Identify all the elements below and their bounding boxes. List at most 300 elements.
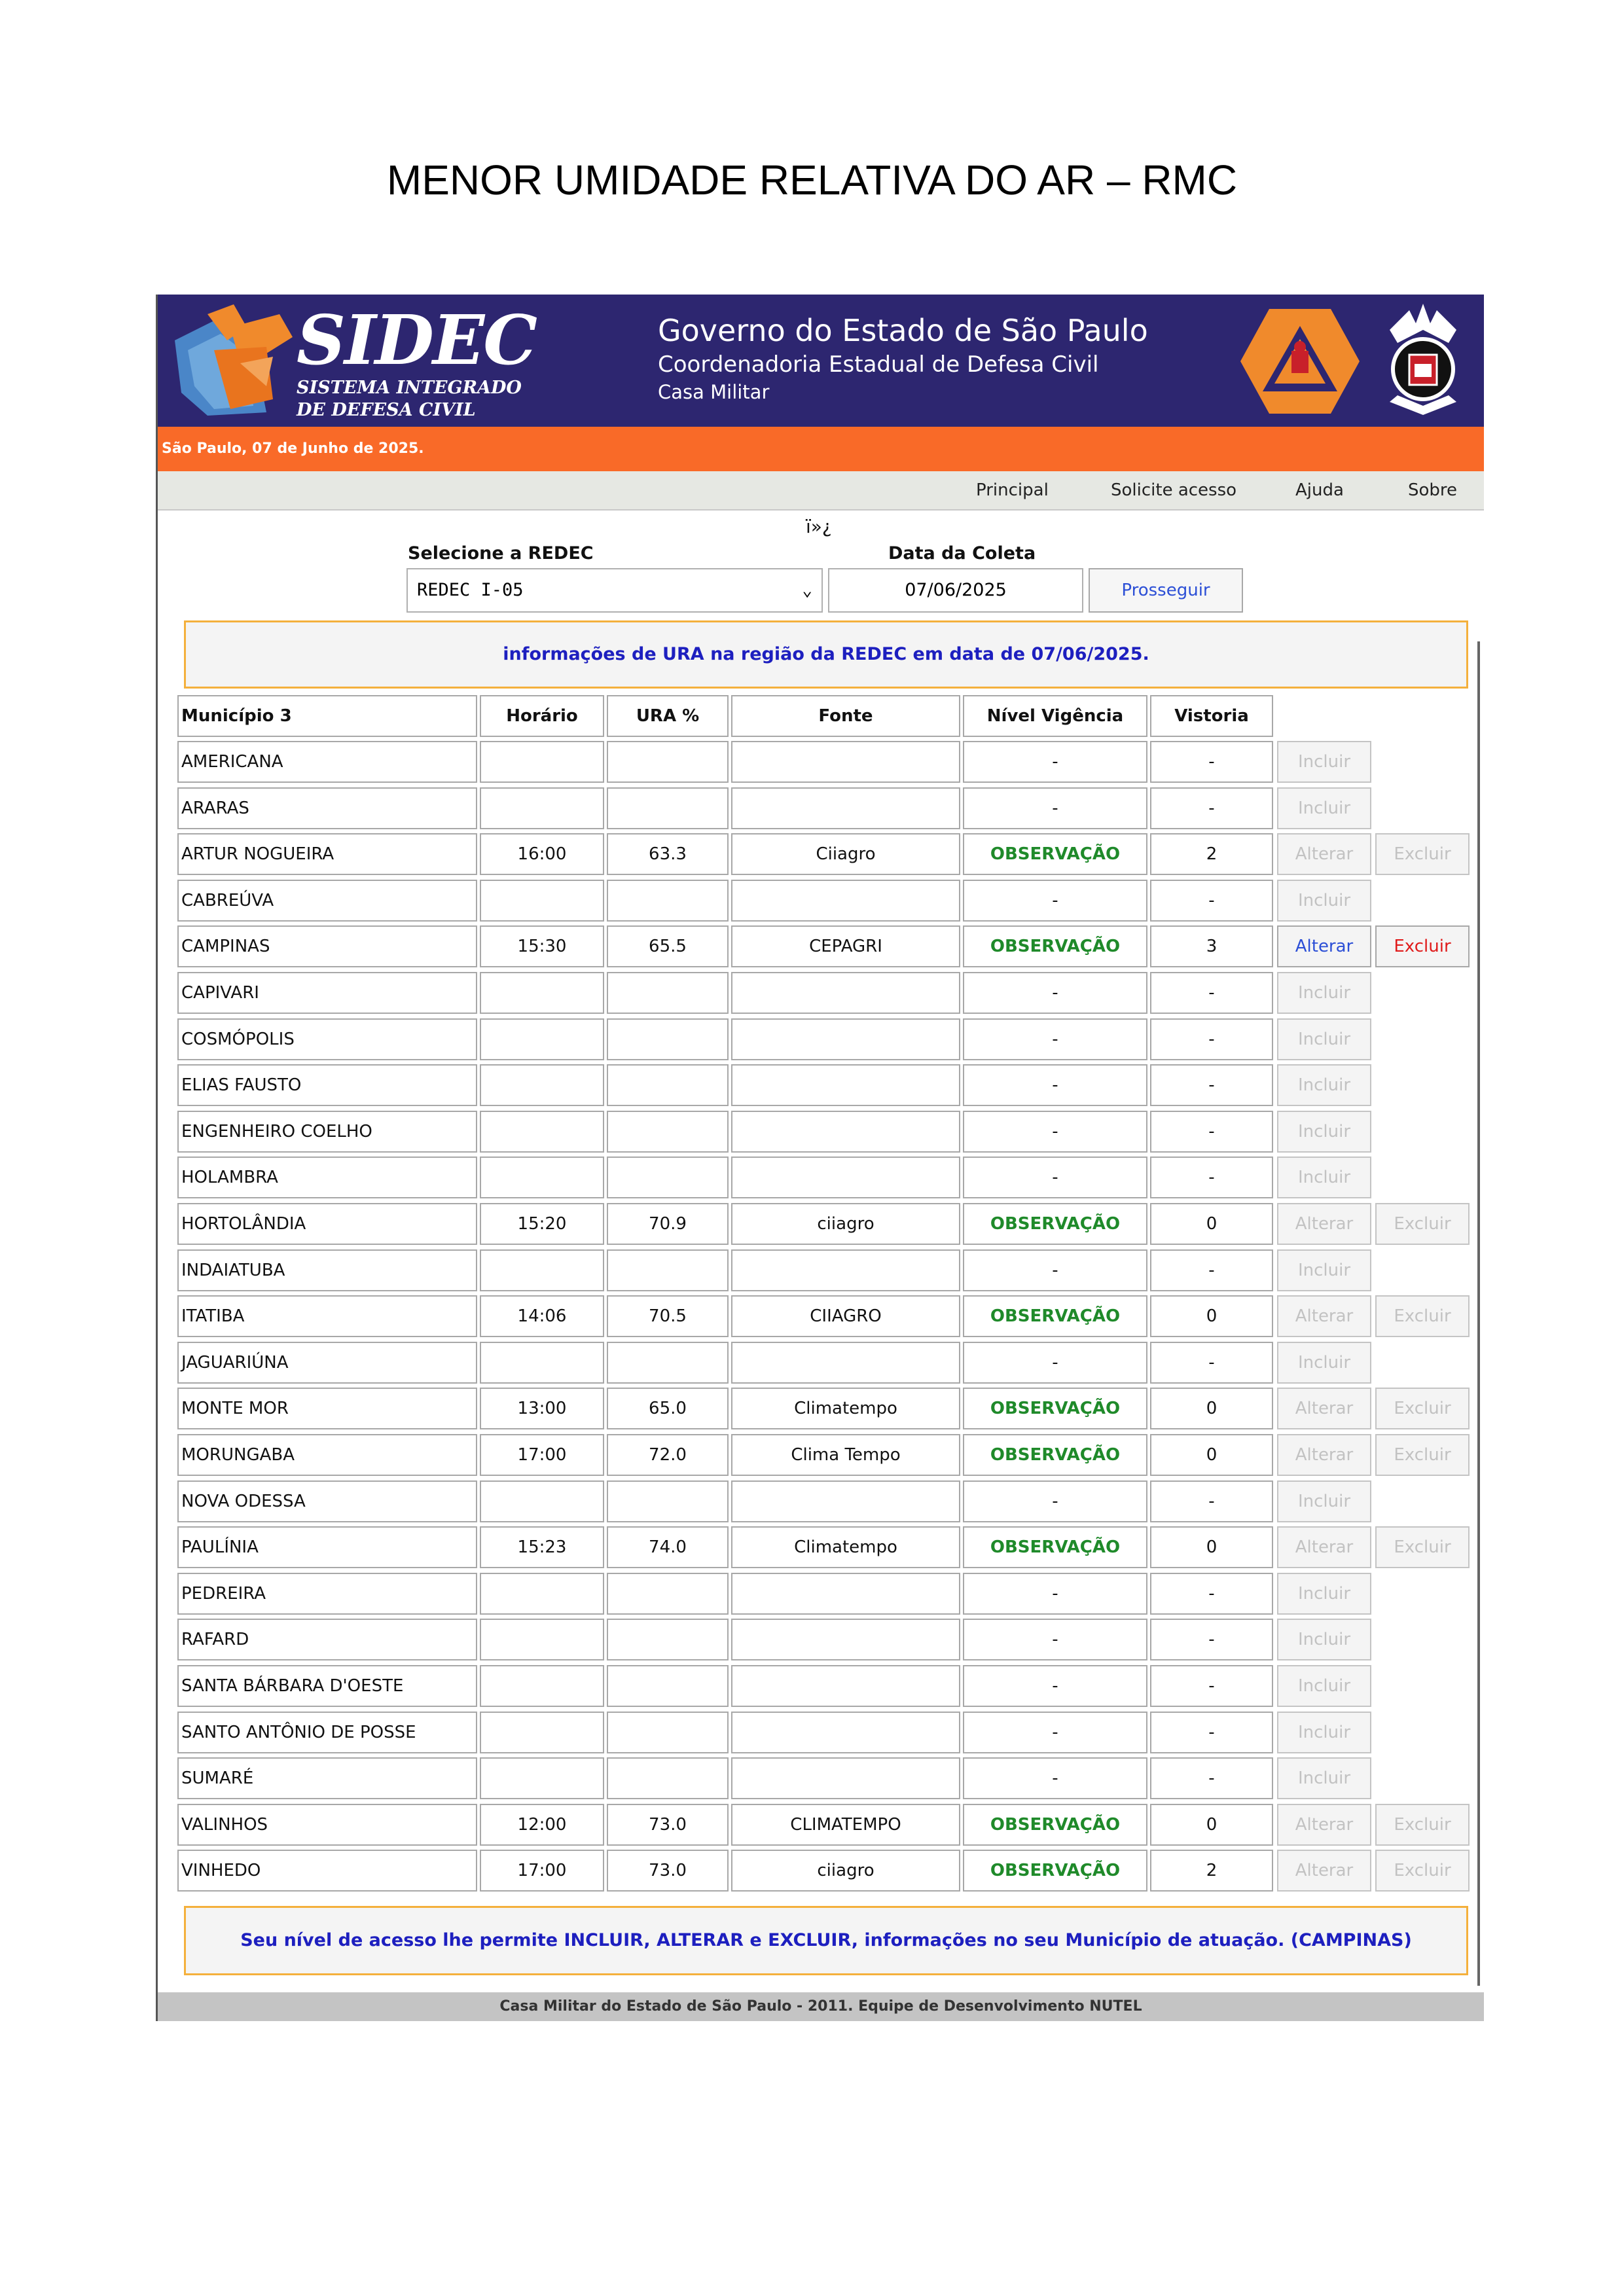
incluir-button[interactable]: Incluir (1277, 1665, 1371, 1707)
redec-select-value: REDEC I-05 (417, 580, 524, 600)
alterar-button[interactable]: Alterar (1277, 1295, 1371, 1337)
incluir-button[interactable]: Incluir (1277, 972, 1371, 1014)
municipio-value: ELIAS FAUSTO (181, 1075, 302, 1095)
cell-nivel (963, 1111, 1147, 1153)
incluir-button[interactable]: Incluir (1277, 1018, 1371, 1060)
incluir-button[interactable]: Incluir (1277, 1712, 1371, 1753)
municipio-value: COSMÓPOLIS (181, 1030, 295, 1049)
logo-name: SIDEC (297, 300, 536, 380)
sidec-screenshot (156, 295, 1482, 2021)
cell-vistoria (1150, 1619, 1273, 1660)
excluir-button[interactable]: Excluir (1375, 1804, 1470, 1846)
cell-horario (480, 1480, 604, 1522)
cell-nivel (963, 1804, 1147, 1846)
alterar-button[interactable]: Alterar (1277, 1804, 1371, 1846)
incluir-button[interactable]: Incluir (1277, 1480, 1371, 1522)
gov-line-2: Coordenadoria Estadual de Defesa Civil (658, 351, 1099, 378)
cell-fonte (731, 1619, 960, 1660)
ura-value: 73.0 (649, 1861, 687, 1880)
header-banner (158, 295, 1484, 427)
municipio-value: PAULÍNIA (181, 1537, 259, 1557)
municipio-value: SANTA BÁRBARA D'OESTE (181, 1676, 404, 1696)
cell-ura (607, 1064, 729, 1106)
horario-value: 14:06 (517, 1306, 567, 1326)
ura-value: 73.0 (649, 1815, 687, 1835)
gov-line-3: Casa Militar (658, 381, 770, 403)
info-message: informações de URA na região da REDEC em data de 07/06/2025. (184, 620, 1468, 689)
cell-vistoria (1150, 1712, 1273, 1753)
vistoria-value: - (1208, 1676, 1215, 1696)
municipio-value: PEDREIRA (181, 1584, 266, 1604)
ura-value: 70.9 (649, 1214, 687, 1234)
cell-municipio (177, 1203, 477, 1245)
cell-ura (607, 833, 729, 875)
header-horario: Horário (480, 695, 604, 737)
horario-value: 15:20 (517, 1214, 567, 1234)
fonte-value: Climatempo (794, 1537, 897, 1557)
fonte-value: CIIAGRO (810, 1306, 882, 1326)
cell-municipio (177, 1064, 477, 1106)
civil-defense-emblem-icon (1239, 306, 1361, 416)
cell-fonte (731, 1526, 960, 1568)
document-title: MENOR UMIDADE RELATIVA DO AR – RMC (386, 156, 1238, 204)
cell-nivel (963, 787, 1147, 829)
redec-select[interactable] (406, 568, 823, 613)
nivel-value: - (1052, 1676, 1058, 1696)
nivel-value: OBSERVAÇÃO (990, 844, 1121, 864)
cell-horario (480, 741, 604, 783)
cell-nivel (963, 1526, 1147, 1568)
vistoria-value: - (1208, 798, 1215, 818)
cell-ura (607, 1203, 729, 1245)
cell-horario (480, 1064, 604, 1106)
municipio-value: CAMPINAS (181, 937, 270, 956)
horario-value: 16:00 (517, 844, 567, 864)
cell-horario (480, 1619, 604, 1660)
cell-horario (480, 833, 604, 875)
incluir-button[interactable]: Incluir (1277, 1342, 1371, 1384)
vistoria-value: - (1208, 752, 1215, 772)
cell-nivel (963, 1850, 1147, 1892)
header-vistoria: Vistoria (1150, 695, 1273, 737)
vistoria-value: 2 (1206, 844, 1218, 864)
cell-municipio (177, 833, 477, 875)
cell-ura (607, 1434, 729, 1476)
horario-value: 13:00 (517, 1399, 567, 1418)
cell-horario (480, 1342, 604, 1384)
horario-value: 15:30 (517, 937, 567, 956)
municipio-value: ARTUR NOGUEIRA (181, 844, 334, 864)
date-input[interactable]: 07/06/2025 (828, 568, 1083, 613)
cell-horario (480, 1665, 604, 1707)
cell-vistoria (1150, 1342, 1273, 1384)
nivel-value: - (1052, 1261, 1058, 1280)
cell-municipio (177, 1712, 477, 1753)
cell-municipio (177, 1480, 477, 1522)
cell-nivel (963, 1665, 1147, 1707)
nivel-value: - (1052, 1075, 1058, 1095)
cell-nivel (963, 1249, 1147, 1291)
cell-nivel (963, 1157, 1147, 1198)
municipio-value: SANTO ANTÔNIO DE POSSE (181, 1723, 416, 1742)
cell-municipio (177, 1018, 477, 1060)
cell-horario (480, 1573, 604, 1615)
cell-nivel (963, 833, 1147, 875)
cell-vistoria (1150, 1480, 1273, 1522)
cell-nivel (963, 880, 1147, 922)
cell-nivel (963, 1295, 1147, 1337)
incluir-button[interactable]: Incluir (1277, 1573, 1371, 1615)
fonte-value: ciiagro (817, 1214, 875, 1234)
excluir-button[interactable]: Excluir (1375, 1295, 1470, 1337)
incluir-button[interactable]: Incluir (1277, 1064, 1371, 1106)
cell-vistoria (1150, 1526, 1273, 1568)
fonte-value: Ciiagro (816, 844, 876, 864)
cell-horario (480, 1111, 604, 1153)
excluir-button[interactable]: Excluir (1375, 1526, 1470, 1568)
cell-fonte (731, 925, 960, 967)
incluir-button[interactable]: Incluir (1277, 787, 1371, 829)
cell-vistoria (1150, 925, 1273, 967)
cell-ura (607, 1573, 729, 1615)
nivel-value: - (1052, 1030, 1058, 1049)
cell-ura (607, 1665, 729, 1707)
vistoria-value: 0 (1206, 1306, 1218, 1326)
excluir-button[interactable]: Excluir (1375, 1388, 1470, 1429)
fonte-value: ciiagro (817, 1861, 875, 1880)
logo-subtitle-1: SISTEMA INTEGRADO (297, 378, 522, 398)
cell-fonte (731, 1804, 960, 1846)
ura-value: 72.0 (649, 1445, 687, 1465)
nivel-value: OBSERVAÇÃO (990, 1861, 1121, 1880)
fonte-value: Climatempo (794, 1399, 897, 1418)
cell-nivel (963, 1203, 1147, 1245)
incluir-button[interactable]: Incluir (1277, 1757, 1371, 1799)
nivel-value: OBSERVAÇÃO (990, 1537, 1121, 1557)
municipio-value: MORUNGABA (181, 1445, 295, 1465)
cell-municipio (177, 1804, 477, 1846)
cell-ura (607, 1295, 729, 1337)
date-label: Data da Coleta (888, 543, 1036, 564)
access-message: Seu nível de acesso lhe permite INCLUIR, ALTERAR e EXCLUIR, informações no seu Município de atuação. (CAMPINAS) (184, 1906, 1468, 1975)
cell-fonte (731, 1850, 960, 1892)
cell-ura (607, 1480, 729, 1522)
cell-fonte (731, 1388, 960, 1429)
incluir-button[interactable]: Incluir (1277, 741, 1371, 783)
cell-vistoria (1150, 1203, 1273, 1245)
vistoria-value: 0 (1206, 1399, 1218, 1418)
vistoria-value: - (1208, 1584, 1215, 1604)
cell-vistoria (1150, 787, 1273, 829)
cell-ura (607, 1342, 729, 1384)
municipio-value: MONTE MOR (181, 1399, 289, 1418)
incluir-button[interactable]: Incluir (1277, 880, 1371, 922)
cell-horario (480, 972, 604, 1014)
alterar-button[interactable]: Alterar (1277, 925, 1371, 967)
cell-fonte (731, 1665, 960, 1707)
ura-value: 74.0 (649, 1537, 687, 1557)
alterar-button[interactable]: Alterar (1277, 833, 1371, 875)
nav-sobre[interactable]: Sobre (1408, 480, 1458, 500)
cell-fonte (731, 1712, 960, 1753)
cell-nivel (963, 741, 1147, 783)
vistoria-value: - (1208, 1630, 1215, 1649)
cell-fonte (731, 1111, 960, 1153)
alterar-button[interactable]: Alterar (1277, 1388, 1371, 1429)
vistoria-value: - (1208, 1075, 1215, 1095)
cell-nivel (963, 1434, 1147, 1476)
cell-nivel (963, 1342, 1147, 1384)
cell-fonte (731, 1018, 960, 1060)
excluir-button[interactable]: Excluir (1375, 925, 1470, 967)
horario-value: 17:00 (517, 1445, 567, 1465)
horario-value: 17:00 (517, 1861, 567, 1880)
cell-fonte (731, 1342, 960, 1384)
cell-vistoria (1150, 1018, 1273, 1060)
nivel-value: - (1052, 1723, 1058, 1742)
date-bar: São Paulo, 07 de Junho de 2025. (158, 427, 1484, 471)
chevron-down-icon: ⌄ (802, 581, 812, 600)
cell-horario (480, 880, 604, 922)
cell-horario (480, 1203, 604, 1245)
nivel-value: OBSERVAÇÃO (990, 937, 1121, 956)
nivel-value: OBSERVAÇÃO (990, 1214, 1121, 1234)
excluir-button[interactable]: Excluir (1375, 1203, 1470, 1245)
cell-municipio (177, 1434, 477, 1476)
alterar-button[interactable]: Alterar (1277, 1850, 1371, 1892)
cell-fonte (731, 833, 960, 875)
government-heading (658, 312, 1148, 404)
vistoria-value: 0 (1206, 1815, 1218, 1835)
cell-municipio (177, 1249, 477, 1291)
municipio-value: CAPIVARI (181, 983, 259, 1003)
cell-ura (607, 1712, 729, 1753)
logo-subtitle-2: DE DEFESA CIVIL (297, 400, 476, 420)
cell-vistoria (1150, 1111, 1273, 1153)
cell-ura (607, 1526, 729, 1568)
cell-nivel (963, 1480, 1147, 1522)
excluir-button[interactable]: Excluir (1375, 833, 1470, 875)
municipio-value: AMERICANA (181, 752, 283, 772)
municipio-value: NOVA ODESSA (181, 1492, 306, 1511)
incluir-button[interactable]: Incluir (1277, 1249, 1371, 1291)
cell-horario (480, 1712, 604, 1753)
municipio-value: RAFARD (181, 1630, 249, 1649)
cell-vistoria (1150, 1434, 1273, 1476)
cell-nivel (963, 1573, 1147, 1615)
cell-vistoria (1150, 1665, 1273, 1707)
cell-horario (480, 1526, 604, 1568)
cell-municipio (177, 741, 477, 783)
cell-municipio (177, 1619, 477, 1660)
nivel-value: - (1052, 891, 1058, 910)
incluir-button[interactable]: Incluir (1277, 1111, 1371, 1153)
cell-vistoria (1150, 1295, 1273, 1337)
cell-horario (480, 1757, 604, 1799)
nivel-value: - (1052, 1630, 1058, 1649)
cell-ura (607, 1111, 729, 1153)
cell-fonte (731, 1757, 960, 1799)
cell-municipio (177, 1526, 477, 1568)
cell-municipio (177, 1157, 477, 1198)
cell-ura (607, 1757, 729, 1799)
fonte-value: CEPAGRI (809, 937, 882, 956)
cell-horario (480, 787, 604, 829)
cell-municipio (177, 1757, 477, 1799)
cell-vistoria (1150, 880, 1273, 922)
ura-value: 70.5 (649, 1306, 687, 1326)
cell-municipio (177, 1295, 477, 1337)
header-fonte: Fonte (731, 695, 960, 737)
cell-ura (607, 972, 729, 1014)
vistoria-value: - (1208, 1492, 1215, 1511)
cell-nivel (963, 972, 1147, 1014)
cell-municipio (177, 1850, 477, 1892)
footer: Casa Militar do Estado de São Paulo - 2011. Equipe de Desenvolvimento NUTEL (158, 1992, 1484, 2021)
cell-nivel (963, 1757, 1147, 1799)
municipio-value: ENGENHEIRO COELHO (181, 1122, 372, 1141)
alterar-button[interactable]: Alterar (1277, 1203, 1371, 1245)
vistoria-value: - (1208, 1122, 1215, 1141)
cell-ura (607, 787, 729, 829)
cell-horario (480, 1850, 604, 1892)
cell-fonte (731, 1249, 960, 1291)
top-nav (158, 471, 1484, 511)
ura-value: 63.3 (649, 844, 687, 864)
cell-municipio (177, 925, 477, 967)
horario-value: 15:23 (517, 1537, 567, 1557)
vistoria-value: 0 (1206, 1445, 1218, 1465)
nivel-value: OBSERVAÇÃO (990, 1445, 1121, 1465)
cell-fonte (731, 787, 960, 829)
cell-vistoria (1150, 741, 1273, 783)
sidec-logo-text (297, 300, 536, 422)
sidec-logo-icon (168, 301, 297, 422)
vistoria-value: - (1208, 891, 1215, 910)
vistoria-value: 0 (1206, 1537, 1218, 1557)
cell-vistoria (1150, 833, 1273, 875)
municipio-value: VINHEDO (181, 1861, 261, 1880)
alterar-button[interactable]: Alterar (1277, 1434, 1371, 1476)
cell-horario (480, 1018, 604, 1060)
cell-fonte (731, 1157, 960, 1198)
cell-horario (480, 1249, 604, 1291)
cell-nivel (963, 1018, 1147, 1060)
cell-nivel (963, 1619, 1147, 1660)
excluir-button[interactable]: Excluir (1375, 1850, 1470, 1892)
cell-municipio (177, 1665, 477, 1707)
nivel-value: - (1052, 1122, 1058, 1141)
cell-horario (480, 925, 604, 967)
nivel-value: OBSERVAÇÃO (990, 1306, 1121, 1326)
cell-vistoria (1150, 1573, 1273, 1615)
cell-horario (480, 1157, 604, 1198)
nivel-value: OBSERVAÇÃO (990, 1815, 1121, 1835)
cell-ura (607, 925, 729, 967)
nivel-value: - (1052, 1768, 1058, 1788)
cell-vistoria (1150, 1850, 1273, 1892)
header-municipio: Município 3 (177, 695, 477, 737)
cell-horario (480, 1804, 604, 1846)
nivel-value: OBSERVAÇÃO (990, 1399, 1121, 1418)
ura-value: 65.0 (649, 1399, 687, 1418)
cell-nivel (963, 1712, 1147, 1753)
fonte-value: CLIMATEMPO (790, 1815, 901, 1835)
municipio-value: HORTOLÂNDIA (181, 1214, 306, 1234)
nivel-value: - (1052, 752, 1058, 772)
header-nivel: Nível Vigência (963, 695, 1147, 737)
cell-vistoria (1150, 972, 1273, 1014)
nivel-value: - (1052, 1584, 1058, 1604)
cell-horario (480, 1434, 604, 1476)
cell-fonte (731, 880, 960, 922)
vistoria-value: - (1208, 983, 1215, 1003)
excluir-button[interactable]: Excluir (1375, 1434, 1470, 1476)
nivel-value: - (1052, 798, 1058, 818)
cell-ura (607, 741, 729, 783)
cell-horario (480, 1388, 604, 1429)
cell-municipio (177, 787, 477, 829)
municipio-value: ITATIBA (181, 1306, 245, 1326)
incluir-button[interactable]: Incluir (1277, 1619, 1371, 1660)
cell-fonte (731, 1203, 960, 1245)
cell-ura (607, 1018, 729, 1060)
municipio-value: CABREÚVA (181, 891, 274, 910)
cell-fonte (731, 741, 960, 783)
vistoria-value: 3 (1206, 937, 1218, 956)
cell-horario (480, 1295, 604, 1337)
municipio-value: HOLAMBRA (181, 1168, 278, 1187)
incluir-button[interactable]: Incluir (1277, 1157, 1371, 1198)
vistoria-value: - (1208, 1768, 1215, 1788)
cell-municipio (177, 972, 477, 1014)
cell-ura (607, 880, 729, 922)
cell-vistoria (1150, 1804, 1273, 1846)
cell-ura (607, 1850, 729, 1892)
cell-municipio (177, 1111, 477, 1153)
nav-ajuda[interactable]: Ajuda (1295, 480, 1344, 500)
cell-nivel (963, 1064, 1147, 1106)
municipio-value: VALINHOS (181, 1815, 268, 1835)
vistoria-value: - (1208, 1261, 1215, 1280)
alterar-button[interactable]: Alterar (1277, 1526, 1371, 1568)
municipio-value: SUMARÉ (181, 1768, 254, 1788)
prosseguir-button[interactable]: Prosseguir (1089, 568, 1243, 613)
cell-vistoria (1150, 1388, 1273, 1429)
redec-label: Selecione a REDEC (408, 543, 594, 564)
cell-vistoria (1150, 1249, 1273, 1291)
cell-municipio (177, 880, 477, 922)
scrollbar-edge (1477, 641, 1480, 1986)
cell-municipio (177, 1342, 477, 1384)
nivel-value: - (1052, 1353, 1058, 1372)
military-crest-icon (1377, 304, 1470, 419)
cell-municipio (177, 1388, 477, 1429)
nivel-value: - (1052, 983, 1058, 1003)
cell-ura (607, 1804, 729, 1846)
cell-fonte (731, 1480, 960, 1522)
gov-line-1: Governo do Estado de São Paulo (658, 313, 1148, 348)
vistoria-value: - (1208, 1723, 1215, 1742)
cell-nivel (963, 1388, 1147, 1429)
cell-fonte (731, 1434, 960, 1476)
cell-fonte (731, 972, 960, 1014)
cell-municipio (177, 1573, 477, 1615)
nav-principal[interactable]: Principal (976, 480, 1049, 500)
vistoria-value: - (1208, 1168, 1215, 1187)
cell-vistoria (1150, 1157, 1273, 1198)
nav-solicite-acesso[interactable]: Solicite acesso (1111, 480, 1237, 500)
